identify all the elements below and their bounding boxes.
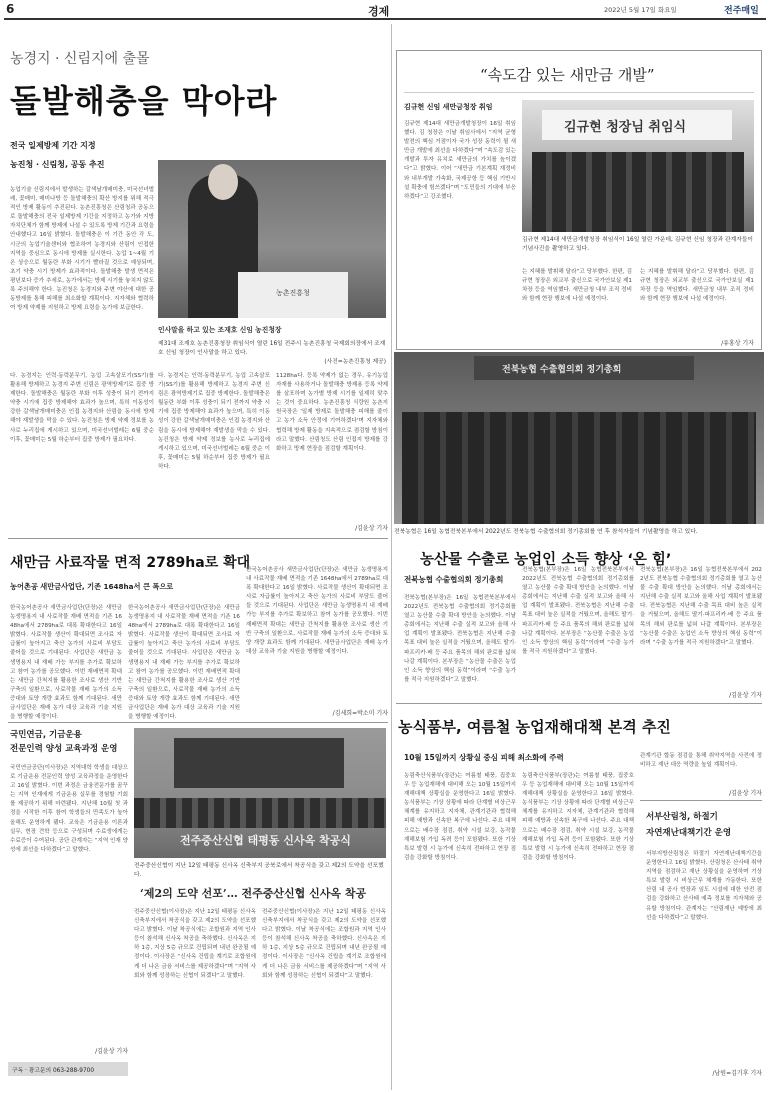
paper-name: 전주매일 xyxy=(724,6,759,16)
footer-box xyxy=(8,1062,128,1076)
a7-body-col1: 전주중산신협(이사장)은 지난 12일 태평동 신사옥 신축부지에서 착공식을 갖고 제2의 도약을 선포했다고 밝혔다. 이날 착공식에는 조합원과 지역 인사 등이 참석해 신사옥 착공을 축하했다. 신사옥은 지하 1층, 지상 5층 규모로 건립되며 내년 완공될 예정이다. 이사장은 “신사옥 건립을 계기로 조합원에게 더 나은 금융 서비스를 제공하겠다”며 “지역 사회와 함께 성장하는 신협이 되겠다”고 말했다. xyxy=(134,909,256,979)
speaker-head xyxy=(208,164,238,200)
a3-kicker: “속도감 있는 새만금 개발” xyxy=(480,66,655,84)
a5-body-col2: 농림축산식품부(장관)는 여름철 태풍, 집중호우 등 농업재해에 대비해 오는 10월 15일까지 재해대책 상황실을 운영한다고 16일 밝혔다. 농식품부는 기상 상황에 따라 단계별 비상근무 체계를 유지하고 지자체, 관계기관과 협력해 피해 예방과 신속한 복구에 나선다. 주요 대책으로는 배수장 점검, 취약 시설 보강, 농작물 재해보험 가입 독려 등이 포함됐다. 또한 기상특보 발령 시 농가에 신속히 전파하고 현장 점검을 강화할 방침이다. xyxy=(522,773,634,861)
a3-banner-text: 김규현 청장님 취임식 xyxy=(564,120,687,135)
a8-body: 서부지방산림청은 하절기 자연재난대책기간을 운영한다고 16일 밝혔다. 산림청은 산사태 취약지역을 점검하고 재난 상황실을 운영하며 기상 특보 발령 시 비상근무 체계를 가동한다. 또한 산림 내 공사 현장과 임도 시설에 대한 안전 점검을 강화하고 산사태 예측 정보를 지자체와 공유할 방침이다. 관계자는 “산림재난 예방에 최선을 다하겠다”고 말했다. xyxy=(646,851,762,921)
a3-kicker-rule xyxy=(404,92,754,93)
a6-body: 국민연금공단(이사장)은 지역대학 학생을 대상으로 기금운용 전문인력 양성 교육과정을 운영한다고 16일 밝혔다. 이번 과정은 금융전문가를 꿈꾸는 지역 인재에게 기금운용 실무를 경험할 기회를 제공하기 위해 마련됐다. 지난해 10월 첫 과정을 시작한 이후 참여 학생들의 만족도가 높아 올해도 운영하게 됐다. 교육은 기금운용 이론과 실무, 현장 견학 등으로 구성되며 수료생에게는 수료증이 수여된다. 공단 관계자는 “지역 인재 양성에 최선을 다하겠다”고 말했다. xyxy=(10,765,129,853)
a4-headline: 농산물 수출로 농업인 소득 향상 ‘온 힘’ xyxy=(420,552,672,568)
a8-byline: /남원=김기후 기자 xyxy=(712,1070,762,1077)
a4-sub: 전북농협 수출협의회 정기총회 xyxy=(404,575,504,584)
a5-sub: 10월 15일까지 상황실 중심 피해 최소화에 주력 xyxy=(404,753,564,762)
a1-photo xyxy=(158,160,386,318)
a3-byline: /유홍상 기자 xyxy=(721,340,754,347)
a1-kicker: 농경지 · 신림지에 출몰 xyxy=(10,51,150,67)
podium-label: 농촌진흥청 xyxy=(276,289,310,297)
a5-body-col1: 농림축산식품부(장관)는 여름철 태풍, 집중호우 등 농업재해에 대비해 오는 10월 15일까지 재해대책 상황실을 운영한다고 16일 밝혔다. 농식품부는 기상 상황에 따라 단계별 비상근무 체계를 유지하고 지자체, 관계기관과 협력해 피해 예방과 신속한 복구에 나선다. 주요 대책으로는 배수장 점검, 취약 시설 보강, 농작물 재해보험 가입 독려 등이 포함됐다. 또한 기상특보 발령 시 농가에 신속히 전파하고 현장 점검을 강화할 방침이다. xyxy=(404,773,516,861)
issue-date: 2022년 5월 17일 화요일 xyxy=(604,6,677,14)
a4-caption: 전북농협은 16일 농협전북본부에서 2022년도 전북농협 수출협의회 정기총회를 연 후 참석자들이 기념촬영을 하고 있다. xyxy=(394,529,698,535)
a2-byline: /김세희=박소미 기자 xyxy=(332,710,388,717)
a1-headline: 돌발해충을 막아라 xyxy=(10,82,278,120)
a2-bottom-rule xyxy=(8,722,388,723)
a5-side-rule xyxy=(640,800,762,801)
a1-caption-body: 제31대 조재호 농촌진흥청장 취임식이 열린 16일 전주시 농촌진흥청 국제회의장에서 조재호 신임 청장이 인사말을 하고 있다. xyxy=(158,341,386,356)
a1-body-right: 1128ha다. 등록 약제가 없는 경우, 유기농업자재를 사용하거나 돌발해충 방제용 등록 약제를 살포하며 농가별 방제 시기를 일제히 맞추는 것이 중요하다. 농촌진흥청 식량원 농촌지원국장은 '일제 방제로 돌발해충 피해를 줄이고 농가 소득 안정에 기여하겠다'며 지자체와 협력해 방제 활동을 지속적으로 점검할 방침이라고 말했다. 산림청도 산림 인접지 방제를 강화하고 방제 현장을 점검할 계획이다. xyxy=(276,373,388,452)
page-number: 6 xyxy=(6,2,15,16)
a2-body-col2: 한국농어촌공사 새만금사업단(단장)은 새만금 농생명용지 내 사료작물 재배 면적을 기존 1648ha에서 2789ha로 대폭 확대한다고 16일 밝혔다. 사료작물 생산이 확대되면 조사료 자급률이 높아지고 축산 농가의 사료비 부담도 줄어들 것으로 기대된다. 사업단은 새만금 농생명용지 내 재배 가능 부지를 추가로 확보하고 참여 농가를 공모했다. 이번 재배면적 확대는 새만금 간척지를 활용한 조사료 생산 기반 구축의 일환으로, 사료작물 재배 농가의 소득 증대와 토양 개량 효과도 함께 기대된다. 새만금사업단은 재배 농가 대상 교육과 기술 지원을 병행할 예정이다. xyxy=(128,605,240,721)
a7-headline: ‘제2의 도약 선포’… 전주중산신협 신사옥 착공 xyxy=(140,887,367,900)
masthead xyxy=(0,0,770,18)
a1-caption-credit: (사진=농촌진흥청 제공) xyxy=(324,359,386,365)
a1-body-left-cont: 다. 농경지는 인력·동력분무기, 농업 고속살포기(SS기)를 활용해 방제하고 농경지 주변 신림은 광역방제기로 집중 방제한다. 돌발해충은 월동란 부화 이후 성충이 되기 전까지 약충 시기에 집중 방제해야 효과가 높으며, 특히 이동성이 강한 갈색날개매미충은 인접 농경지와 산림을 동시에 방제해야 재발생을 막을 수 있다. 농진청은 방제 약제 정보를 농사로 누리집에 게시하고 있으며, 미국선녀벌레는 6월 중순 이후, 꽃매미는 5월 하순부터 집중 방제가 필요하다. xyxy=(10,373,154,443)
a4-banner-text: 전북농협 수출협의회 정기총회 xyxy=(502,365,622,375)
a3-group xyxy=(532,152,744,232)
a4-body-col1: 전북농협(본부장)은 16일 농협전북본부에서 2022년도 전북농협 수출협의회 정기총회를 열고 농산물 수출 확대 방안을 논의했다. 이날 총회에서는 지난해 수출 실적 보고와 올해 사업 계획이 발표됐다. 전북농협은 지난해 수출 목표 대비 높은 실적을 거뒀으며, 올해도 딸기·파프리카·배 등 주요 품목의 해외 판로를 넓혀 나갈 계획이다. 본부장은 “농산물 수출은 농업인 소득 향상의 핵심 동력”이라며 “수출 농가를 적극 지원하겠다”고 말했다. xyxy=(404,595,516,683)
a6-headline: 국민연금, 기금운용 xyxy=(10,730,82,740)
a2-sub: 농어촌공 새만금사업단, 기존 1648ha서 큰 폭으로 xyxy=(10,582,174,591)
a7-body-col2: 전주중산신협(이사장)은 지난 12일 태평동 신사옥 신축부지에서 착공식을 갖고 제2의 도약을 선포했다고 밝혔다. 이날 착공식에는 조합원과 지역 인사 등이 참석해 신사옥 착공을 축하했다. 신사옥은 지하 1층, 지상 5층 규모로 건립되며 내년 완공될 예정이다. 이사장은 “신사옥 건립을 계기로 조합원에게 더 나은 금융 서비스를 제공하겠다”며 “지역 사회와 함께 성장하는 신협이 되겠다”고 말했다. xyxy=(262,909,386,979)
footer-label: 구독 · 광고문의 063-288-9700 xyxy=(12,1068,95,1074)
a4-group xyxy=(402,412,756,524)
a1-body-mid: 다. 농경지는 인력·동력분무기, 농업 고속살포기(SS기)를 활용해 방제하고 농경지 주변 신림은 광역방제기로 집중 방제한다. 돌발해충은 월동란 부화 이후 성충이 되기 전까지 약충 시기에 집중 방제해야 효과가 높으며, 특히 이동성이 강한 갈색날개매미충은 인접 농경지와 산림을 동시에 방제해야 재발생을 막을 수 있다. 농진청은 방제 약제 정보를 농사로 누리집에 게시하고 있으며, 미국선녀벌레는 6월 중순 이후, 꽃매미는 5월 하순부터 집중 방제가 필요하다. xyxy=(158,373,270,470)
section-label: 경제 xyxy=(368,5,390,18)
a3-body: 김규현 제14대 새만금개발청장이 16일 취임했다. 김 청장은 이날 취임사에서 “지역 균형발전의 핵심 거점이자 국가 성장 동력이 될 새만금 개발에 최선을 다하겠다”며 “속도감 있는 개발과 투자 유치로 새만금의 가치를 높이겠다”고 밝혔다. 이어 “새만금 기본계획 재정비와 내부개발 가속화, 국제공항 등 핵심 기반시설 확충에 힘쓰겠다”며 “도민들의 기대에 부응하겠다”고 강조했다. xyxy=(404,121,516,200)
a4-bottom-rule xyxy=(396,703,762,704)
a2-headline: 새만금 사료작물 면적 2789ha로 확대 xyxy=(10,555,251,571)
a7-banner-text: 전주중산신협 태평동 신사옥 착공식 xyxy=(180,834,351,847)
column-divider xyxy=(391,24,392,1090)
a1-byline: /김윤상 기자 xyxy=(355,525,388,532)
a3-body-bottom2: 는 지혜를 발휘해 달라”고 당부했다. 한편, 김규현 청장은 외교부 출신으로 국가안보실 제1차장 등을 역임했다. 새만금청 내부 조직 정비와 함께 현장 행보에 나설 예정이다. xyxy=(640,269,754,303)
a7-crowd xyxy=(134,798,386,828)
a1-caption-title: 인사말을 하고 있는 조재호 신임 농진청장 xyxy=(158,326,282,334)
a3-caption: 김규현 제14대 새만금개발청장 취임식이 16일 열린 가운데, 김규현 신임 청장과 관계자들이 기념사진을 촬영하고 있다. xyxy=(522,237,754,252)
a7-caption: 전주중산신협이 지난 12일 태평동 신사옥 신축부지 공북로에서 착공식을 갖고 제2의 도약을 선포했다. xyxy=(134,863,384,878)
a5-side-body: 관계기관 합동 점검을 통해 취약지역을 사전에 정비하고 재난 대응 역량을 높일 계획이다. xyxy=(640,753,762,769)
masthead-rule xyxy=(4,18,766,20)
a4-byline: /김윤상 기자 xyxy=(729,692,762,699)
a8-headline2: 자연재난대책기간 운영 xyxy=(646,828,732,838)
a3-photo xyxy=(522,100,754,232)
a5-byline: /김윤상 기자 xyxy=(729,790,762,797)
a1-sub2: 농진청 · 신림청, 공동 추진 xyxy=(10,160,105,169)
a3-sub: 김규현 신임 새만금청장 취임 xyxy=(404,103,493,111)
a7-banner xyxy=(174,738,344,788)
a1-sub1: 전국 일제방제 기간 지정 xyxy=(10,141,96,150)
a7-photo xyxy=(134,728,386,858)
a4-body-col2: 전북농협(본부장)은 16일 농협전북본부에서 2022년도 전북농협 수출협의회 정기총회를 열고 농산물 수출 확대 방안을 논의했다. 이날 총회에서는 지난해 수출 실적 보고와 올해 사업 계획이 발표됐다. 전북농협은 지난해 수출 목표 대비 높은 실적을 거뒀으며, 올해도 딸기·파프리카·배 등 주요 품목의 해외 판로를 넓혀 나갈 계획이다. 본부장은 “농산물 수출은 농업인 소득 향상의 핵심 동력”이라며 “수출 농가를 적극 지원하겠다”고 말했다. xyxy=(522,567,634,655)
a6-byline: /김윤상 기자 xyxy=(95,1048,128,1055)
a2-body-col1: 한국농어촌공사 새만금사업단(단장)은 새만금 농생명용지 내 사료작물 재배 면적을 기존 1648ha에서 2789ha로 대폭 확대한다고 16일 밝혔다. 사료작물 생산이 확대되면 조사료 자급률이 높아지고 축산 농가의 사료비 부담도 줄어들 것으로 기대된다. 사업단은 새만금 농생명용지 내 재배 가능 부지를 추가로 확보하고 참여 농가를 공모했다. 이번 재배면적 확대는 새만금 간척지를 활용한 조사료 생산 기반 구축의 일환으로, 사료작물 재배 농가의 소득 증대와 토양 개량 효과도 함께 기대된다. 새만금사업단은 재배 농가 대상 교육과 기술 지원을 병행할 예정이다. xyxy=(10,605,122,721)
a6-headline2: 전문인력 양성 교육과정 운영 xyxy=(10,744,118,754)
a1-body-left: 농업기술 신림지에서 발생하는 갈색날개매미충, 미국선녀벌레, 꽃매미, 매미나방 등 돌발해충의 확산 방지를 위해 적극적인 방제 활동이 추진된다. 농촌진흥청은 산림청과 공동으로 돌발해충의 전국 일제방제 기간을 지정하고 농가와 지방자치단체가 함께 방제에 나설 수 있도록 방제 기간과 요령을 안내했다고 16일 밝혔다. 돌발해충은 이 기간 동안 각 도, 시군의 농업기술센터와 협조하여 농경지와 산림이 인접한 지역을 중심으로 동시에 방제를 실시한다. 농업 1~4월 기온 상승으로 월동란 부화 시기가 빨라질 것으로 예상되며, 초기 약충 시기 방제가 효과적이다. 돌발해충 발생 면적은 평년보다 증가 추세로, 농가에서는 방제 시기를 놓치지 않도록 주의해야 한다. 농진청은 농경지와 주변 야산에 대한 공동방제를 통해 피해를 최소화할 계획이다. 지자체와 협력하여 방제 약제를 지원하고 방제 요령을 농가에 보급한다. xyxy=(10,187,154,312)
a4-photo xyxy=(394,352,764,524)
a3-body-bottom1: 는 지혜를 발휘해 달라”고 당부했다. 한편, 김규현 청장은 외교부 출신으로 국가안보실 제1차장 등을 역임했다. 새만금청 내부 조직 정비와 함께 현장 행보에 나설 예정이다. xyxy=(522,269,632,303)
a4-body-col3: 전북농협(본부장)은 16일 농협전북본부에서 2022년도 전북농협 수출협의회 정기총회를 열고 농산물 수출 확대 방안을 논의했다. 이날 총회에서는 지난해 수출 실적 보고와 올해 사업 계획이 발표됐다. 전북농협은 지난해 수출 목표 대비 높은 실적을 거뒀으며, 올해도 딸기·파프리카·배 등 주요 품목의 해외 판로를 넓혀 나갈 계획이다. 본부장은 “농산물 수출은 농업인 소득 향상의 핵심 동력”이라며 “수출 농가를 적극 지원하겠다”고 말했다. xyxy=(640,567,762,646)
a2-body-col3: 한국농어촌공사 새만금사업단(단장)은 새만금 농생명용지 내 사료작물 재배 면적을 기존 1648ha에서 2789ha로 대폭 확대한다고 16일 밝혔다. 사료작물 생산이 확대되면 조사료 자급률이 높아지고 축산 농가의 사료비 부담도 줄어들 것으로 기대된다. 사업단은 새만금 농생명용지 내 재배 가능 부지를 추가로 확보하고 참여 농가를 공모했다. 이번 재배면적 확대는 새만금 간척지를 활용한 조사료 생산 기반 구축의 일환으로, 사료작물 재배 농가의 소득 증대와 토양 개량 효과도 함께 기대된다. 새만금사업단은 재배 농가 대상 교육과 기술 지원을 병행할 예정이다. xyxy=(246,567,388,655)
a5-headline: 농식품부, 여름철 농업재해대책 본격 추진 xyxy=(398,718,671,736)
a1-bottom-rule xyxy=(8,538,388,539)
a8-headline: 서부산림청, 하절기 xyxy=(646,812,718,822)
